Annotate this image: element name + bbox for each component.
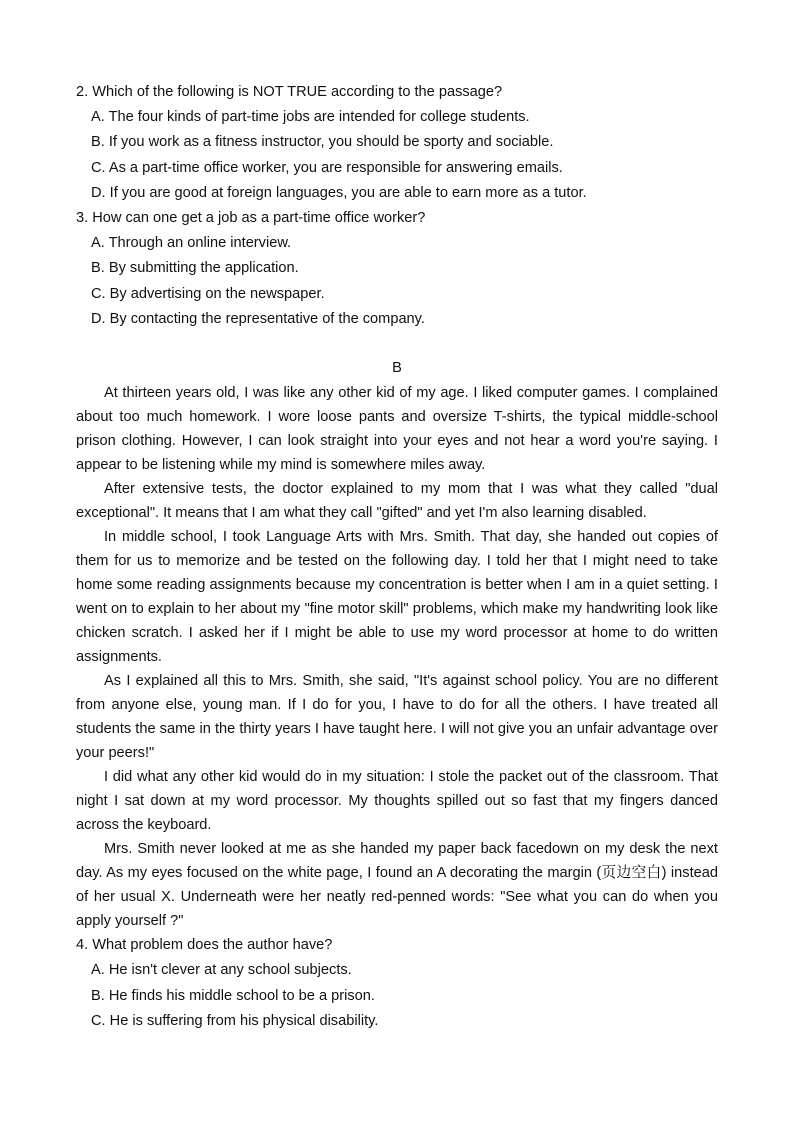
- question-2-option-a: A. The four kinds of part-time jobs are intended for college students.: [91, 109, 530, 126]
- question-4-option-a: A. He isn't clever at any school subjects.: [91, 962, 352, 979]
- question-3-option-a: A. Through an online interview.: [91, 235, 292, 252]
- question-4-option-b: B. He finds his middle school to be a prison.: [91, 987, 375, 1004]
- question-2: 2. Which of the following is NOT TRUE according to the passage?: [76, 84, 503, 100]
- section-spacer: [76, 332, 718, 356]
- question-2-option-b: B. If you work as a fitness instructor, you should be sporty and sociable.: [91, 134, 554, 151]
- passage-paragraph-2: After extensive tests, the doctor explained to my mom that I was what they called "dual exceptional". It means that I am what they call "gifted" and yet I'm also learning disabled.: [76, 481, 718, 522]
- passage-paragraph-5: I did what any other kid would do in my situation: I stole the packet out of the classroom. That night I sat down at my word processor. My thoughts spilled out so fast that my fingers danced across the keyboard.: [76, 769, 718, 834]
- question-3-option-b: B. By submitting the application.: [91, 260, 299, 277]
- passage-paragraph-3: In middle school, I took Language Arts with Mrs. Smith. That day, she handed out copies of them for us to memorize and be tested on the following day. I told her that I might need to take home some reading assignments because my concentration is better when I am in a quiet setting. I went on to explain to her about my "fine motor skill" problems, which make my handwriting look like chicken scratch. I asked her if I might be able to use my word processor at home to do written assignments.: [76, 529, 718, 666]
- passage-paragraph-6: Mrs. Smith never looked at me as she handed my paper back facedown on my desk the next day. As my eyes focused on the white page, I found an A decorating the margin (页边空白) instead of her usual X. Underneath were her neatly red-penned words: "See what you can do when you apply yourself ?": [76, 841, 718, 930]
- question-3-option-c: C. By advertising on the newspaper.: [91, 285, 325, 302]
- passage-paragraph-1: At thirteen years old, I was like any other kid of my age. I liked computer games. I complained about too much homework. I wore loose pants and oversize T-shirts, the typical middle-school prison clothing. However, I can look straight into your eyes and not hear a word you're saying. I appear to be listening while my mind is somewhere miles away.: [76, 385, 718, 474]
- question-3-option-d: D. By contacting the representative of the company.: [91, 310, 425, 327]
- passage-paragraph-4: As I explained all this to Mrs. Smith, she said, "It's against school policy. You are no different from anyone else, young man. If I do for you, I have to do for all the others. I have treated all students the same in the thirty years I have taught here. I will not give you an unfair advantage over your peers!": [76, 673, 718, 762]
- question-4: 4. What problem does the author have?: [76, 937, 333, 954]
- question-2-option-d: D. If you are good at foreign languages, you are able to earn more as a tutor.: [91, 184, 587, 201]
- document-page: [76, 80, 718, 1034]
- section-title: B: [392, 360, 402, 377]
- question-3: 3. How can one get a job as a part-time office worker?: [76, 210, 426, 227]
- question-2-option-c: C. As a part-time office worker, you are responsible for answering emails.: [91, 159, 563, 176]
- question-4-option-c: C. He is suffering from his physical disability.: [91, 1012, 379, 1029]
